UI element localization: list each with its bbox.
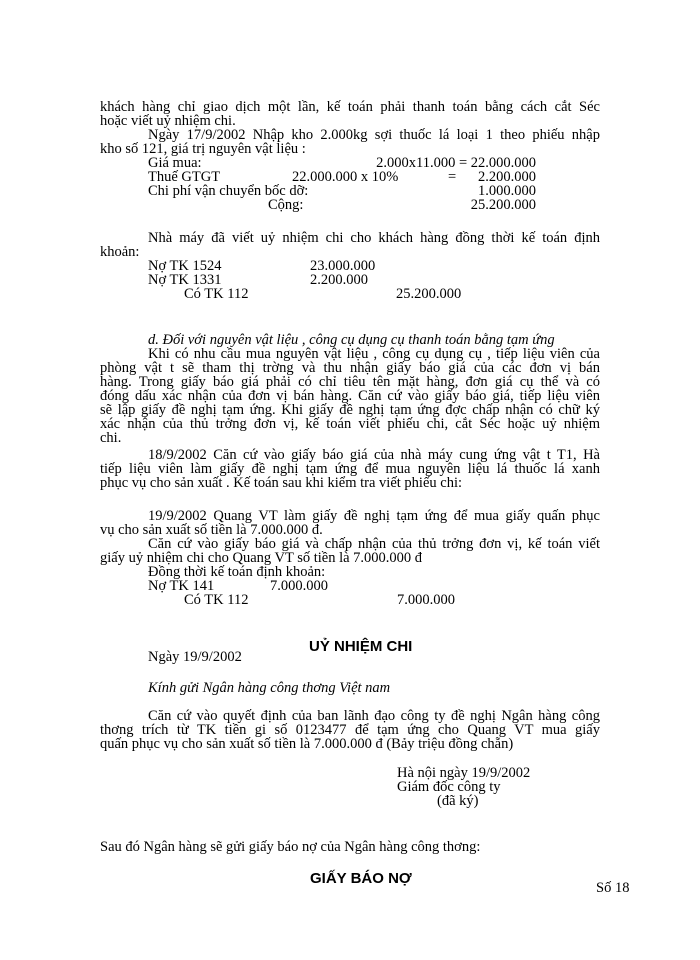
entry3-line-4: giấy uỷ nhiệm chi cho Quang VT số tiền là 7.000.000 đ <box>100 550 423 566</box>
entry3-line-5: Đồng thời kế toán định khoản: <box>148 564 326 580</box>
payment-order-body-2: thơng trích từ TK tiền gi số 0123477 để tạm ứng cho Quang VT mua giấy <box>100 722 600 738</box>
section-d-line-4: đóng dấu xác nhận của đơn vị bán hàng. Căn cứ vào giấy báo giá, tiếp liệu viên <box>100 388 600 404</box>
entry2-line-2: tiếp liệu viên làm giấy đề nghị tạm ứng để mua nguyên liệu lá thuốc lá xanh <box>100 461 600 477</box>
debit-notice-heading: GIẤY BÁO NỢ <box>310 870 412 887</box>
payment-order-body-3: quấn phục vụ cho sản xuất số tiền là 7.000.000 đ (Bảy triệu đồng chẵn) <box>100 736 514 752</box>
entry1-eq-vat: = <box>448 169 457 185</box>
entry1-debit2-label: Nợ TK 1331 <box>148 272 222 288</box>
entry3-debit-value: 7.000.000 <box>270 578 328 594</box>
entry1-calc-purchase: 2.000x11.000 = 22.000.000 <box>376 155 536 171</box>
entry1-label-transport: Chi phí vận chuyển bốc dỡ: <box>148 183 309 199</box>
entry3-credit-label: Có TK 112 <box>184 592 249 608</box>
section-d-line-1: Khi có nhu cầu mua nguyên vật liệu , công cụ dụng cụ , tiếp liệu viên của <box>148 346 600 362</box>
entry1-debit2-value: 2.200.000 <box>310 272 368 288</box>
closing-line: Sau đó Ngân hàng sẽ gửi giấy báo nợ của Ngân hàng công thơng: <box>100 839 481 855</box>
section-d-line-5: sẽ lập giấy đề nghị tạm ứng. Khi giấy đề nghị tạm ứng đợc chấp nhận có chữ ký <box>100 402 600 418</box>
entry3-credit-value: 7.000.000 <box>397 592 455 608</box>
entry1-credit-value: 25.200.000 <box>396 286 462 302</box>
payment-order-body-1: Căn cứ vào quyết định của ban lãnh đạo công ty đề nghị Ngân hàng công <box>148 708 600 724</box>
payment-order-greeting: Kính gửi Ngân hàng công thơng Việt nam <box>148 680 391 696</box>
entry1-value-total: 25.200.000 <box>470 197 536 213</box>
entry3-line-3: Căn cứ vào giấy báo giá và chấp nhận của thủ trởng đơn vị, kế toán viết <box>148 536 600 552</box>
entry2-line-1: 18/9/2002 Căn cứ vào giấy báo giá của nhà máy cung ứng vật t T1, Hà <box>148 447 600 463</box>
payment-order-place-date: Hà nội ngày 19/9/2002 <box>397 765 531 781</box>
entry1-note-line-2: khoản: <box>100 244 140 260</box>
section-d-title: d. Đối với nguyên vật liệu , công cụ dụng cụ thanh toán bằng tạm ứng <box>148 332 555 348</box>
payment-order-signed: (đã ký) <box>437 793 479 809</box>
entry1-label-vat: Thuế GTGT <box>148 169 221 185</box>
section-d-line-2: phòng vật t sẽ tham thị trờng và thu nhận giấy báo giá của các đơn vị bán <box>100 360 600 376</box>
section-d-line-7: chi. <box>100 430 122 446</box>
section-d-line-6: xác nhận của thủ trởng đơn vị, kế toán viết phiếu chi, cắt Séc hoặc uỷ nhiệm <box>100 416 600 432</box>
entry1-debit1-value: 23.000.000 <box>310 258 376 274</box>
entry1-label-total: Cộng: <box>268 197 304 213</box>
entry1-calc-vat: 22.000.000 x 10% <box>292 169 399 185</box>
entry3-debit-label: Nợ TK 141 <box>148 578 215 594</box>
entry1-line-2: kho số 121, giá trị nguyên vật liệu : <box>100 141 306 157</box>
intro-line-1: khách hàng chỉ giao dịch một lần, kế toán phải thanh toán bằng cách cắt Séc <box>100 99 600 115</box>
entry1-line-1: Ngày 17/9/2002 Nhập kho 2.000kg sợi thuốc lá loại 1 theo phiếu nhập <box>148 127 600 143</box>
payment-order-heading: UỶ NHIỆM CHI <box>309 638 413 655</box>
entry1-credit-label: Có TK 112 <box>184 286 249 302</box>
intro-line-2: hoặc viết uỷ nhiệm chi. <box>100 113 236 129</box>
entry3-line-1: 19/9/2002 Quang VT làm giấy đề nghị tạm ứng để mua giấy quấn phục <box>148 508 600 524</box>
entry3-line-2: vụ cho sản xuất số tiền là 7.000.000 đ. <box>100 522 323 538</box>
entry1-note-line-1: Nhà máy đã viết uỷ nhiệm chi cho khách hàng đồng thời kế toán định <box>148 230 600 246</box>
payment-order-date: Ngày 19/9/2002 <box>148 649 242 665</box>
entry1-debit1-label: Nợ TK 1524 <box>148 258 222 274</box>
section-d-line-3: hàng. Trong giấy báo giá phải có chỉ tiêu tên mặt hàng, đơn giá cụ thể và có <box>100 374 600 390</box>
debit-notice-number: Số 18 <box>596 880 630 896</box>
entry2-line-3: phục vụ cho sản xuất . Kế toán sau khi kiểm tra viết phiếu chi: <box>100 475 463 491</box>
entry1-label-purchase: Giá mua: <box>148 155 202 171</box>
payment-order-signer: Giám đốc công ty <box>397 779 501 795</box>
entry1-value-transport: 1.000.000 <box>478 183 536 199</box>
entry1-value-vat: 2.200.000 <box>478 169 536 185</box>
